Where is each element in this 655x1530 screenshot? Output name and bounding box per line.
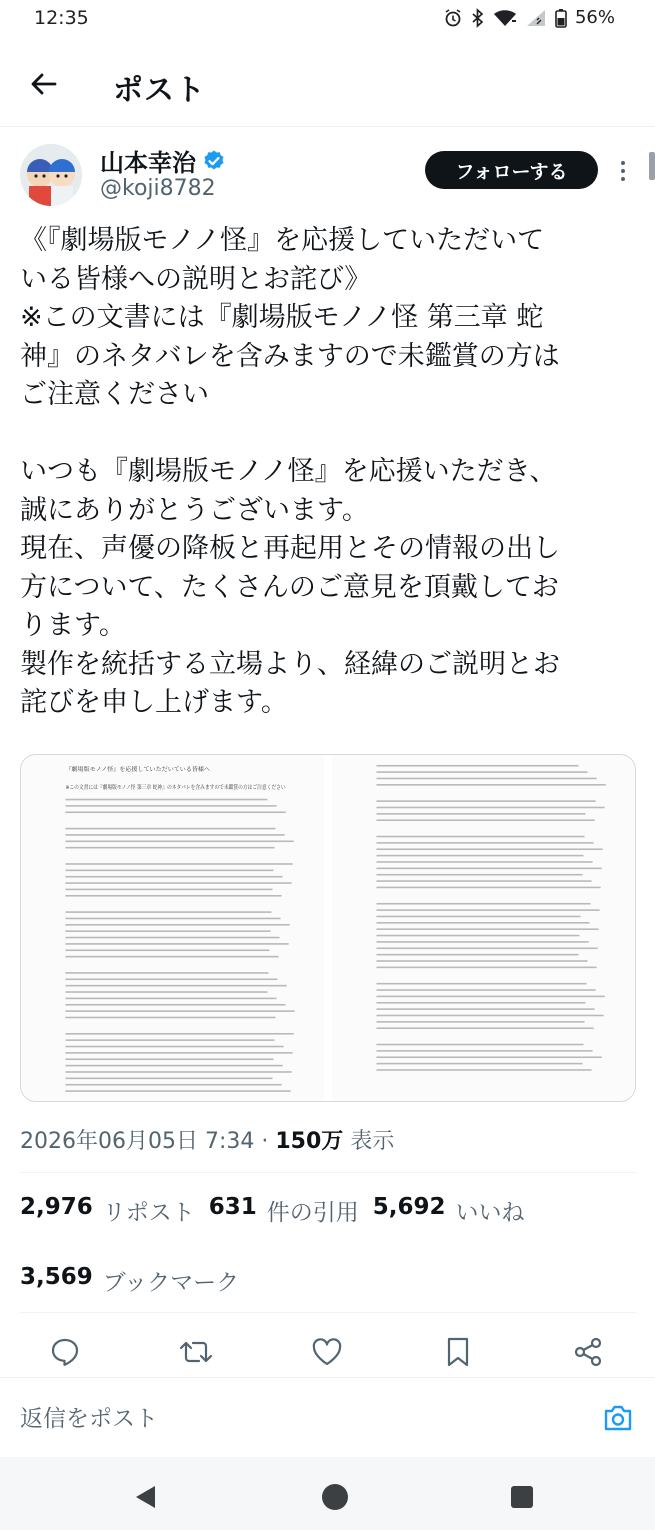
view-count: 150万 [275, 1129, 344, 1154]
document-text-line [65, 956, 278, 958]
document-text-line [65, 1058, 273, 1060]
document-text-line [65, 882, 291, 884]
repost-icon [179, 1336, 213, 1368]
status-time: 12:35 [34, 7, 89, 29]
reposts-count: 2,976 [20, 1194, 93, 1220]
view-label: 表示 [350, 1129, 395, 1154]
document-text-line [376, 1050, 592, 1052]
signal-icon [525, 8, 547, 28]
engagement-stats [20, 1194, 525, 1227]
document-text-line [376, 989, 595, 991]
document-text-line [65, 991, 267, 993]
document-text-line [376, 954, 578, 956]
document-text-line [65, 889, 272, 891]
post-text: 《『劇場版モノノ怪』を応援していただいて いる皆様への説明とお詫び》 ※この文書には『劇場版モノノ怪 第三章 蛇 神』のネタバレを含みますので未鑑賞の方は ご注意ください いつも『劇場版モノノ怪』を応援いただき、 誠にありがとうございます。 現在、声優の降板と再起用とその情報の出し 方について、たくさんのご意見を頂戴してお ります。 製作を統括する立場より、経緯のご説明とお 詫びを申し上げます。 [20, 225, 560, 718]
document-text-line [65, 911, 271, 913]
wifi-icon [493, 8, 517, 28]
document-text-line [376, 813, 585, 815]
document-image-2[interactable] [332, 755, 635, 1101]
triangle-back-icon [131, 1482, 161, 1512]
reply-input[interactable]: 返信をポスト [20, 1406, 158, 1432]
document-text-line [65, 847, 274, 849]
likes-stat[interactable] [373, 1194, 525, 1227]
reply-icon [49, 1336, 81, 1368]
document-text-line [376, 836, 584, 838]
document-text-line [65, 811, 285, 813]
document-text-line [65, 1010, 294, 1012]
reposts-label: リポスト [102, 1200, 195, 1226]
document-text-line [376, 903, 590, 905]
document-text-line [376, 1044, 583, 1046]
document-text-line [376, 922, 589, 924]
bookmark-button[interactable] [440, 1334, 476, 1370]
document-text-line [376, 935, 579, 937]
post-meta [20, 1124, 394, 1155]
scrollbar[interactable] [649, 152, 655, 180]
system-navigation-bar [0, 1457, 655, 1530]
document-text-line [376, 1056, 601, 1058]
document-text-line [65, 1004, 285, 1006]
document-text-line [376, 842, 593, 844]
document-text-line [65, 1039, 274, 1041]
reposts-stat[interactable] [20, 1194, 195, 1227]
document-text-line [65, 972, 268, 974]
document-text-line [376, 983, 586, 985]
divider [20, 1172, 636, 1173]
bookmarks-stat[interactable] [20, 1264, 239, 1297]
document-text-line [65, 870, 273, 872]
reply-button[interactable] [47, 1334, 83, 1370]
document-text-line [376, 778, 596, 780]
document-text-line [65, 1071, 291, 1073]
document-text-line [376, 855, 583, 857]
document-text-line [376, 887, 600, 889]
post-media [20, 754, 636, 1102]
more-options-icon[interactable] [612, 156, 634, 186]
document-text-line [65, 876, 282, 878]
document-heading: 『劇場版モノノ怪』を応援していただいている皆様へ [65, 765, 211, 773]
document-text-line [65, 895, 281, 897]
document-text-line [376, 1021, 584, 1023]
document-text-line [376, 1063, 582, 1065]
author-handle[interactable]: @koji8782 [100, 176, 216, 201]
repost-button[interactable] [178, 1334, 214, 1370]
document-subheading: ※この文書には『劇場版モノノ怪 第三章 蛇神』のネタバレを含みますので未鑑賞の方はご注意ください [65, 784, 323, 791]
heart-icon [311, 1336, 343, 1368]
document-text-line [376, 1002, 585, 1004]
quotes-count: 631 [208, 1194, 257, 1220]
post-datetime[interactable]: 2026年06月05日 7:34 [20, 1129, 255, 1154]
page-title: ポスト [113, 73, 206, 108]
share-button[interactable] [570, 1334, 606, 1370]
document-text-line [65, 924, 289, 926]
share-icon [572, 1336, 604, 1368]
document-text-line [376, 1027, 593, 1029]
document-text-line [376, 800, 595, 802]
header-divider [0, 126, 655, 127]
meta-separator: · [261, 1129, 269, 1154]
document-text-line [376, 819, 594, 821]
document-text-line [65, 799, 267, 801]
top-app-bar [0, 50, 655, 120]
author-name[interactable] [100, 143, 226, 178]
nav-back-button[interactable] [126, 1477, 166, 1517]
document-text-line [376, 928, 598, 930]
back-button[interactable] [24, 64, 64, 104]
like-button[interactable] [309, 1334, 345, 1370]
document-text-line [376, 880, 591, 882]
document-text-line [376, 771, 587, 773]
bookmark-icon [443, 1336, 473, 1368]
document-text-line [65, 1033, 293, 1035]
battery-percent: 56% [574, 7, 615, 28]
camera-button[interactable] [598, 1398, 638, 1438]
bookmarks-count: 3,569 [20, 1264, 93, 1290]
document-text-line [376, 861, 592, 863]
quotes-label: 件の引用 [266, 1200, 359, 1226]
document-text-line [376, 909, 599, 911]
author-name-text: 山本幸治 [100, 149, 196, 177]
document-text-line [65, 949, 269, 951]
document-text-line [376, 941, 588, 943]
document-text-line [376, 1069, 591, 1071]
document-text-line [65, 841, 293, 843]
status-icons [443, 7, 615, 28]
avatar[interactable] [20, 144, 82, 206]
document-text-line [65, 1078, 272, 1080]
document-text-line [65, 834, 284, 836]
document-text-line [376, 960, 587, 962]
document-text-line [65, 998, 276, 1000]
document-text-line [376, 916, 580, 918]
document-text-line [65, 930, 270, 932]
document-text-line [376, 967, 596, 969]
arrow-left-icon [29, 69, 59, 99]
reply-composer [0, 1377, 655, 1457]
alarm-icon [443, 8, 463, 28]
document-text-line [65, 943, 288, 945]
document-text-line [376, 784, 605, 786]
document-text-line [65, 979, 277, 981]
nav-recents-button[interactable] [502, 1477, 542, 1517]
document-text-line [65, 1065, 282, 1067]
document-text-line [65, 937, 279, 939]
likes-count: 5,692 [372, 1194, 446, 1220]
document-text-line [376, 996, 604, 998]
battery-icon [555, 8, 567, 28]
follow-button[interactable]: フォローする [425, 151, 598, 189]
circle-home-icon [320, 1482, 350, 1512]
document-text-line [65, 828, 275, 830]
document-text-line [376, 947, 597, 949]
document-text-line [65, 805, 276, 807]
bookmarks-label: ブックマーク [102, 1270, 240, 1296]
document-text-line [65, 1084, 281, 1086]
document-text-line [376, 1008, 594, 1010]
nav-home-button[interactable] [315, 1477, 355, 1517]
action-bar [0, 1326, 655, 1376]
document-text-line [376, 807, 604, 809]
document-text-line [376, 765, 578, 767]
likes-label: いいね [455, 1200, 525, 1226]
status-bar [0, 0, 655, 40]
divider [20, 1312, 636, 1313]
document-text-line [376, 1015, 603, 1017]
camera-icon [602, 1403, 634, 1433]
document-text-line [376, 848, 602, 850]
document-text-line [65, 985, 286, 987]
document-text-line [65, 1017, 275, 1019]
document-text-line [376, 868, 601, 870]
document-text-line [376, 874, 582, 876]
bluetooth-icon [471, 8, 485, 28]
quotes-stat[interactable] [209, 1194, 359, 1227]
document-text-line [65, 1090, 290, 1092]
square-recents-icon [507, 1482, 537, 1512]
document-text-line [65, 918, 280, 920]
document-text-line [65, 1052, 292, 1054]
document-text-line [65, 1046, 283, 1048]
verified-badge-icon [202, 149, 226, 173]
document-text-line [65, 863, 292, 865]
document-image-1[interactable] [21, 755, 324, 1101]
